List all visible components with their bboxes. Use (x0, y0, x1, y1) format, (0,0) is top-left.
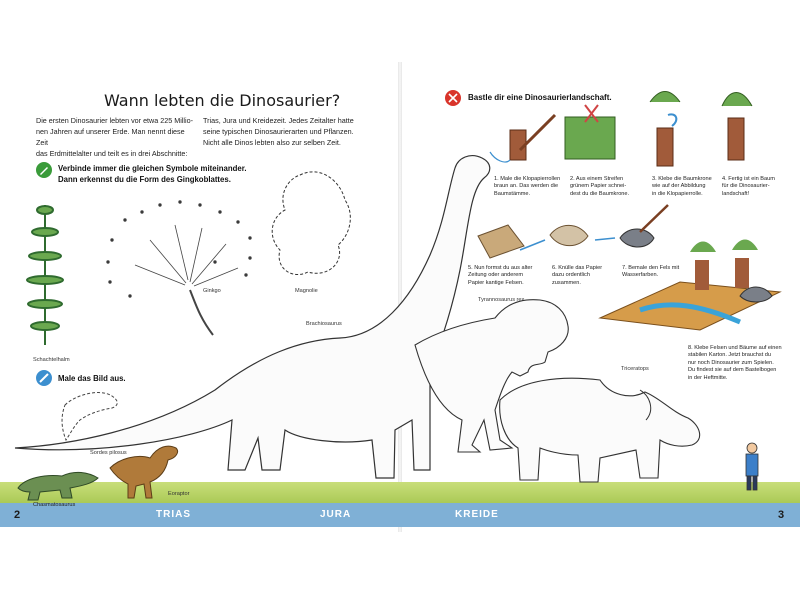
schachtelhalm-plant (27, 205, 63, 345)
label-tyrannosaurus: Tyrannosaurus rex (478, 297, 525, 303)
label-ginkgo: Ginkgo (203, 288, 221, 294)
craft-title: Bastle dir eine Dinosaurierlandschaft. (468, 93, 612, 102)
task-connect-symbols: Verbinde immer die gleichen Symbole miteinander. Dann erkennst du die Form des Gingkoblattes. (58, 164, 247, 184)
page-number-right: 3 (778, 509, 785, 521)
craft-step-8: 8. Klebe Felsen und Bäume auf einen stabilen Karton. Jetzt brauchst du nur noch Dinosaurier zum Spielen. Du findest sie auf dem Bastelbogen in der Heftmitte. (688, 345, 782, 381)
label-sordes: Sordes pilosus (90, 450, 127, 456)
craft-step-8-landscape (600, 240, 780, 331)
label-magnolie: Magnolie (295, 288, 318, 294)
era-trias: TRIAS (156, 509, 191, 520)
label-brachiosaurus: Brachiosaurus (306, 321, 342, 327)
craft-step-3-roll (650, 92, 680, 167)
craft-step-2-paper (565, 105, 615, 159)
craft-step-1: 1. Male die Klopapierrollen braun an. Das werden die Baumstämme. (494, 176, 561, 197)
craft-step-4: 4. Fertig ist ein Baum für die Dinosaurier- landschaft! (722, 176, 775, 197)
label-chasmatosaurus: Chasmatosaurus (33, 502, 76, 508)
chasmatosaurus-drawing (18, 472, 98, 500)
brachiosaurus-drawing (15, 156, 490, 478)
craft-step-6: 6. Knülle das Papier dazu ordentlich zusammen. (552, 265, 603, 286)
scissors-icon (445, 90, 461, 106)
craft-step-5-newspaper (478, 225, 524, 258)
task-color-picture: Male das Bild aus. (58, 374, 126, 383)
magnolie-leaf-outline (272, 172, 350, 275)
label-eoraptor: Eoraptor (168, 491, 190, 497)
child-figure (746, 443, 758, 490)
craft-step-6-crumpled (550, 225, 588, 245)
craft-step-2: 2. Aus einem Streifen grünem Papier schnei- dest du die Baumkrone. (570, 176, 630, 197)
pencil-icon (36, 162, 52, 178)
page-number-left: 2 (14, 509, 21, 521)
ginkgo-dot-puzzle (107, 201, 252, 335)
craft-step-3: 3. Klebe die Baumkrone wie auf der Abbildung in die Klopapierrolle. (652, 176, 712, 197)
intro-text-col1: Die ersten Dinosaurier lebten vor etwa 225 Millio- nen Jahren auf unserer Erde. Man nennt diese Zeit das Erdmittelalter und teilt es in drei Abschnitte: (36, 116, 193, 158)
paintbrush-icon (36, 370, 52, 386)
era-jura: JURA (320, 509, 352, 520)
page-title: Wann lebten die Dinosaurier? (104, 91, 341, 110)
craft-step-1-rolls (510, 115, 555, 160)
craft-step-7: 7. Bemale den Fels mit Wasserfarben. (622, 265, 680, 279)
label-triceratops: Triceratops (621, 366, 649, 372)
label-schachtelhalm: Schachtelhalm (33, 357, 70, 363)
era-kreide: KREIDE (455, 509, 499, 520)
craft-step-7-painted (620, 205, 668, 247)
triceratops-drawing (500, 378, 700, 482)
craft-step-5: 5. Nun formst du aus alter Zeitung oder anderem Papier kantige Felsen. (468, 265, 533, 286)
intro-text-col2: Trias, Jura und Kreidezeit. Jedes Zeitalter hatte seine typischen Dinosaurierarten und Pflanzen. Nicht alle Dinos lebten also zur selben Zeit. (203, 116, 354, 147)
craft-step-4-tree (722, 93, 752, 161)
